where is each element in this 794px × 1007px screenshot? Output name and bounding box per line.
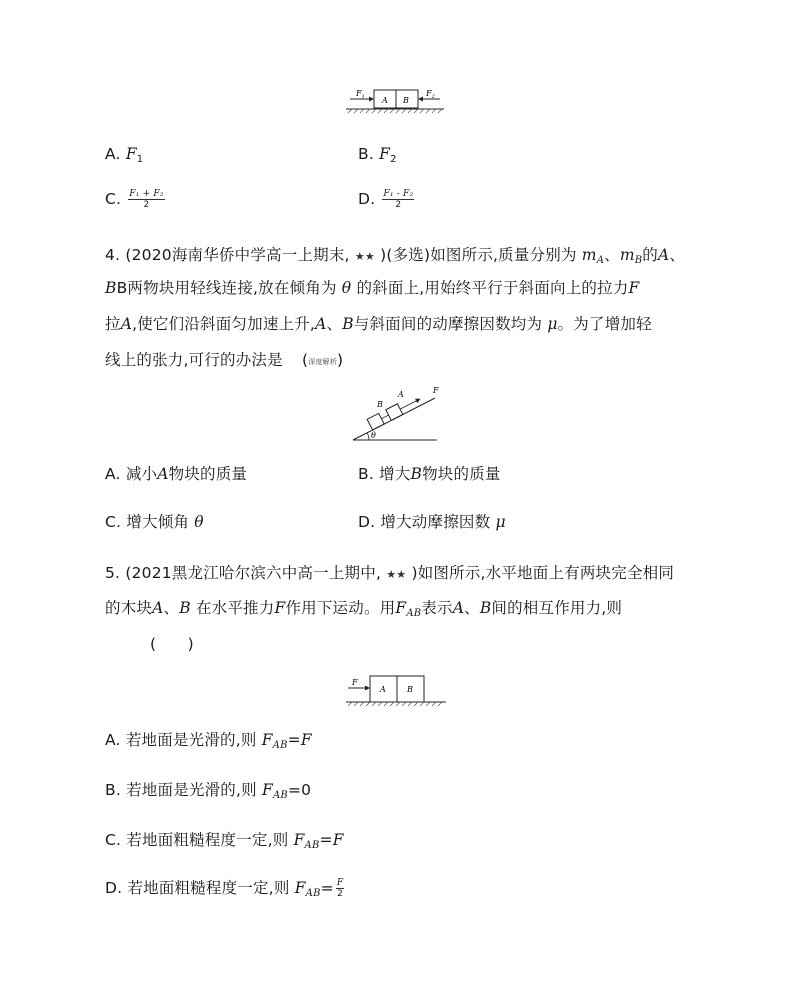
q5-option-d-fraction: $\frac{F}{2}$ <box>336 878 344 899</box>
fig1-block-a-label: A <box>382 96 388 105</box>
q4-option-a[interactable]: A. 减小A物块的质量 <box>105 465 248 483</box>
fig3-force-label: F <box>352 678 358 687</box>
q5-stem-line1: 5. (2021黑龙江哈尔滨六中高一上期中, ★★ )如图所示,水平地面上有两块完全相同 <box>105 564 675 582</box>
fig1-force1-label: $F_1$ <box>356 89 365 100</box>
fig2-theta-label: θ <box>371 431 376 440</box>
fig1-force2-label: $F_2$ <box>426 89 435 100</box>
fig1-block-b-label: B <box>403 96 409 105</box>
q4-stem-line4: 线上的张力,可行的办法是 (深度解析) <box>105 351 344 369</box>
q5-option-d[interactable]: D. 若地面粗糙程度一定,则 $F_{AB}=$ $\frac{F}{2}$ <box>105 878 344 899</box>
difficulty-star-icon: ★★ <box>354 250 375 263</box>
deep-analysis-tag: 深度解析 <box>308 358 338 366</box>
q5-answer-paren[interactable]: ( ) <box>150 635 194 653</box>
q3-option-a[interactable]: A. $F_1$ <box>105 145 144 165</box>
q3-option-d[interactable]: D. $\frac{\text{F₁ - F₂}}{2}$ <box>358 189 414 210</box>
fig2-force-label: F <box>433 386 439 395</box>
q3-option-c-fraction: $\frac{\text{F₁ + F₂}}{2}$ <box>129 189 164 210</box>
q4-option-b[interactable]: B. 增大B物块的质量 <box>358 465 501 483</box>
q5-option-b[interactable]: B. 若地面是光滑的,则 $F_{AB}=0$ <box>105 781 312 801</box>
q3-option-c[interactable]: C. $\frac{\text{F₁ + F₂}}{2}$ <box>105 189 164 210</box>
q5-option-c[interactable]: C. 若地面粗糙程度一定,则 $F_{AB}=F$ <box>105 831 344 851</box>
fig3-block-a-label: A <box>380 685 386 694</box>
q3-option-b[interactable]: B. $F_2$ <box>358 145 397 165</box>
figure-blocks-opposing-forces <box>340 86 450 118</box>
fig2-block-b-label: B <box>377 400 383 409</box>
q4-stem-line2: BB两物块用轻线连接,放在倾角为 θ 的斜面上,用始终平行于斜面向上的拉力F <box>105 279 640 297</box>
q4-stem-line3: 拉A,使它们沿斜面匀加速上升,A、B与斜面间的动摩擦因数均为 μ。为了增加轻 <box>105 315 652 333</box>
difficulty-star-icon: ★★ <box>386 568 407 581</box>
figure-push-blocks <box>342 674 450 708</box>
q5-stem-line2: 的木块A、B 在水平推力F作用下运动。用$F_{AB}$表示A、B间的相互作用力,则 <box>105 599 623 619</box>
q3-option-d-fraction: $\frac{\text{F₁ - F₂}}{2}$ <box>383 189 414 210</box>
figure-incline-blocks <box>345 382 445 444</box>
q4-option-c[interactable]: C. 增大倾角 θ <box>105 513 204 531</box>
q4-stem-line1: 4. (2020海南华侨中学高一上期末, ★★ )(多选)如图所示,质量分别为 $m_A$、$m_B$的A、 <box>105 246 686 266</box>
q5-option-a[interactable]: A. 若地面是光滑的,则 $F_{AB}=F$ <box>105 731 312 751</box>
fig3-block-b-label: B <box>407 685 413 694</box>
fig2-block-a-label: A <box>398 390 404 399</box>
q4-option-d[interactable]: D. 增大动摩擦因数 μ <box>358 513 506 531</box>
